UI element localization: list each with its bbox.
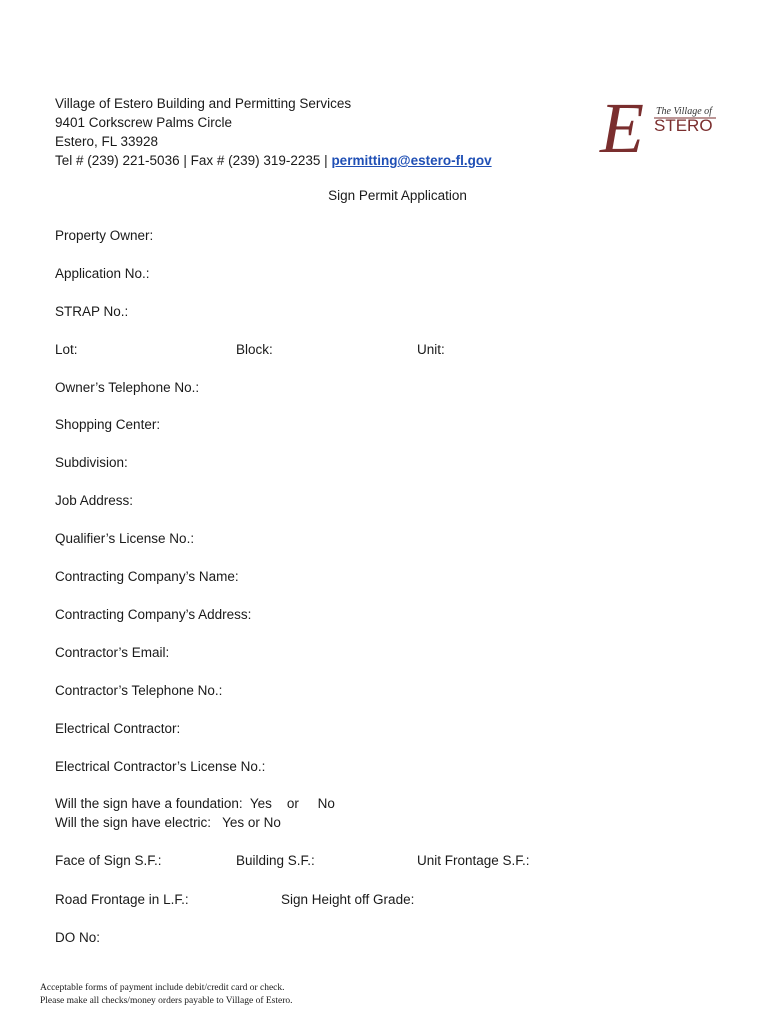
road-frontage-label: Road Frontage in L.F.: <box>55 892 189 907</box>
email-link[interactable]: permitting@estero-fl.gov <box>331 153 492 168</box>
electrical-contractor-label: Electrical Contractor: <box>55 721 181 736</box>
block-label: Block: <box>236 342 273 357</box>
contracting-company-address-label: Contracting Company’s Address: <box>55 607 252 622</box>
phone-fax: Tel # (239) 221-5036 | Fax # (239) 319-2235 | <box>55 153 332 168</box>
do-no-label: DO No: <box>55 930 101 945</box>
payment-footer <box>40 982 293 1007</box>
subdivision-label: Subdivision: <box>55 455 128 470</box>
payment-forms-note: Acceptable forms of payment include debit/credit card or check. <box>40 983 285 993</box>
shopping-center-label: Shopping Center: <box>55 417 161 432</box>
property-owner-label: Property Owner: <box>55 228 154 243</box>
job-address-label: Job Address: <box>55 493 134 508</box>
logo-big-letter: E <box>600 90 644 162</box>
qualifier-license-label: Qualifier’s License No.: <box>55 531 195 546</box>
office-name: Village of Estero Building and Permitting Services <box>55 96 352 111</box>
contractor-email-label: Contractor’s Email: <box>55 645 170 660</box>
lot-label: Lot: <box>55 342 78 357</box>
street-address: 9401 Corkscrew Palms Circle <box>55 115 233 130</box>
owner-phone-label: Owner’s Telephone No.: <box>55 380 200 395</box>
sign-height-label: Sign Height off Grade: <box>281 892 415 907</box>
city-state-zip: Estero, FL 33928 <box>55 134 159 149</box>
logo-word: STERO <box>654 116 713 135</box>
office-address-block <box>55 94 492 170</box>
estero-logo <box>598 90 718 162</box>
frontage-height-row <box>55 892 755 907</box>
unit-label: Unit: <box>417 342 445 357</box>
lot-block-unit-row <box>55 342 755 357</box>
form-title: Sign Permit Application <box>328 188 467 203</box>
contracting-company-name-label: Contracting Company’s Name: <box>55 569 239 584</box>
logo-tagline: The Village of <box>656 106 712 117</box>
unit-frontage-label: Unit Frontage S.F.: <box>417 853 530 868</box>
contact-line <box>55 151 492 170</box>
square-footage-row <box>55 853 755 868</box>
face-of-sign-label: Face of Sign S.F.: <box>55 853 162 868</box>
application-no-label: Application No.: <box>55 266 150 281</box>
foundation-question: Will the sign have a foundation: Yes or No <box>55 796 335 811</box>
electric-question: Will the sign have electric: Yes or No <box>55 815 281 830</box>
contractor-phone-label: Contractor’s Telephone No.: <box>55 683 223 698</box>
strap-no-label: STRAP No.: <box>55 304 129 319</box>
building-sf-label: Building S.F.: <box>236 853 315 868</box>
electrical-contractor-license-label: Electrical Contractor’s License No.: <box>55 759 266 774</box>
payable-to-note: Please make all checks/money orders payable to Village of Estero. <box>40 995 293 1006</box>
